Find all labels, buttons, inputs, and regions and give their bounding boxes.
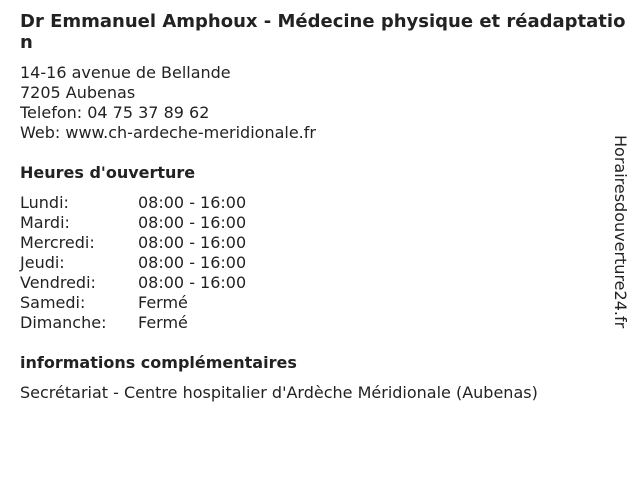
page-title: Dr Emmanuel Amphoux - Médecine physique et réadaptation [20,11,626,53]
day-label: Jeudi: [20,253,65,272]
hours-row-mardi [20,213,630,233]
contact-block [20,63,630,143]
time-value: 08:00 - 16:00 [138,193,247,212]
hours-row-samedi [20,293,630,313]
phone-number: Telefon: 04 75 37 89 62 [20,103,210,122]
site-watermark [596,135,640,345]
watermark-text: Horairesdouverture24.fr [611,135,630,329]
time-value: Fermé [138,313,188,332]
time-value: 08:00 - 16:00 [138,253,247,272]
website-link[interactable]: Web: www.ch-ardeche-meridionale.fr [20,123,316,142]
day-label: Mardi: [20,213,70,232]
day-label: Dimanche: [20,313,107,332]
hours-row-dimanche [20,313,630,333]
hours-row-jeudi [20,253,630,273]
day-label: Vendredi: [20,273,96,292]
hours-row-lundi [20,193,630,213]
listing-card [20,11,630,403]
hours-row-vendredi [20,273,630,293]
day-label: Samedi: [20,293,86,312]
address-street: 14-16 avenue de Bellande [20,63,231,82]
hours-heading: Heures d'ouverture [20,163,196,182]
time-value: Fermé [138,293,188,312]
time-value: 08:00 - 16:00 [138,213,247,232]
address-city: 7205 Aubenas [20,83,136,102]
hours-row-mercredi [20,233,630,253]
info-text: Secrétariat - Centre hospitalier d'Ardèche Méridionale (Aubenas) [20,383,538,402]
hours-table [20,193,630,333]
info-heading: informations complémentaires [20,353,297,372]
day-label: Lundi: [20,193,69,212]
time-value: 08:00 - 16:00 [138,233,247,252]
day-label: Mercredi: [20,233,95,252]
time-value: 08:00 - 16:00 [138,273,247,292]
